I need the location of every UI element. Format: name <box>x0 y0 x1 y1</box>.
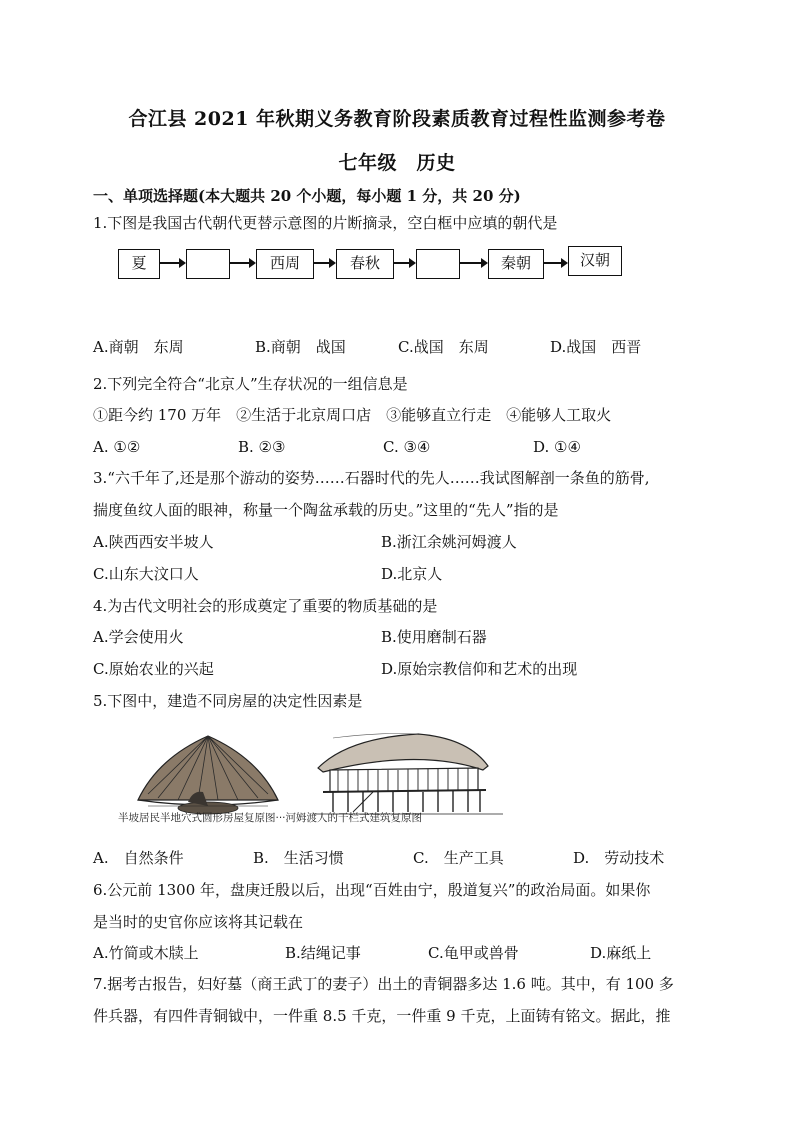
arrow-icon <box>230 262 254 264</box>
q6-line-2: 是当时的史官你应该将其记载在 <box>93 913 304 931</box>
q1-stem: 1.下图是我国古代朝代更替示意图的片断摘录，空白框中应填的朝代是 <box>93 214 558 232</box>
timeline-box-4: 春秋 <box>336 249 394 279</box>
timeline-box-1: 夏 <box>118 249 160 279</box>
q5-options <box>93 848 713 868</box>
q6-options <box>93 943 713 963</box>
q6-line-1: 6.公元前 1300 年，盘庚迁殷以后，出现“百姓由宁，殷道复兴”的政治局面。如果你 <box>93 881 651 899</box>
timeline-box-7: 汉朝 <box>568 246 622 276</box>
arrow-icon <box>460 262 486 264</box>
dynasty-timeline <box>118 249 638 283</box>
q4-option-b[interactable]: B.使用磨制石器 <box>381 628 487 646</box>
q5-option-d[interactable]: D. 劳动技术 <box>573 849 665 867</box>
q3-option-d[interactable]: D.北京人 <box>381 565 443 583</box>
q5-option-a[interactable]: A. 自然条件 <box>93 849 184 867</box>
q3-options-row1 <box>93 532 713 552</box>
q1-option-b[interactable]: B.商朝 战国 <box>255 338 346 356</box>
q7-line-2: 件兵器，有四件青铜钺中，一件重 8.5 千克，一件重 9 千克，上面铸有铭文。据此，推 <box>93 1007 671 1025</box>
stilt-house-illustration <box>313 734 503 815</box>
q2-option-a[interactable]: A. ①② <box>93 438 141 456</box>
q6-option-b[interactable]: B.结绳记事 <box>285 944 361 962</box>
q5-option-c[interactable]: C. 生产工具 <box>413 849 504 867</box>
q3-options-row2 <box>93 564 713 584</box>
q1-option-d[interactable]: D.战国 西晋 <box>550 338 642 356</box>
q3-option-b[interactable]: B.浙江余姚河姆渡人 <box>381 533 517 551</box>
q3-option-c[interactable]: C.山东大汶口人 <box>93 565 199 583</box>
arrow-icon <box>314 262 334 264</box>
arrow-icon <box>160 262 184 264</box>
q2-options <box>93 437 713 457</box>
q5-option-b[interactable]: B. 生活习惯 <box>253 849 344 867</box>
q2-option-d[interactable]: D. ①④ <box>533 438 581 456</box>
q1-option-a[interactable]: A.商朝 东周 <box>93 338 184 356</box>
q4-options-row1 <box>93 627 713 647</box>
q4-stem: 4.为古代文明社会的形成奠定了重要的物质基础的是 <box>93 597 438 615</box>
exam-subtitle: 七年级 历史 <box>338 152 456 174</box>
q2-info: ①距今约 170 万年 ②生活于北京周口店 ③能够直立行走 ④能够人工取火 <box>93 406 612 424</box>
timeline-box-2 <box>186 249 230 279</box>
q4-option-d[interactable]: D.原始宗教信仰和艺术的出现 <box>381 660 578 678</box>
q4-option-a[interactable]: A.学会使用火 <box>93 628 184 646</box>
q1-options <box>93 337 713 357</box>
exam-title: 合江县 2021 年秋期义务教育阶段素质教育过程性监测参考卷 <box>128 108 666 130</box>
arrow-icon <box>544 262 566 264</box>
timeline-box-6: 秦朝 <box>488 249 544 279</box>
q4-options-row2 <box>93 659 713 679</box>
round-hut-illustration <box>138 736 278 814</box>
q7-line-1: 7.据考古报告，妇好墓（商王武丁的妻子）出土的青铜器多达 1.6 吨。其中，有 100 多 <box>93 975 674 993</box>
q1-option-c[interactable]: C.战国 东周 <box>398 338 489 356</box>
q6-option-d[interactable]: D.麻纸上 <box>590 944 652 962</box>
q6-option-c[interactable]: C.龟甲或兽骨 <box>428 944 519 962</box>
section-heading: 一、单项选择题(本大题共 20 个小题，每小题 1 分，共 20 分) <box>93 187 521 205</box>
q6-option-a[interactable]: A.竹简或木牍上 <box>93 944 199 962</box>
q2-option-b[interactable]: B. ②③ <box>238 438 286 456</box>
q3-line-2: 揣度鱼纹人面的眼神，称量一个陶盆承载的历史。”这里的“先人”指的是 <box>93 501 559 519</box>
q2-stem: 2.下列完全符合“北京人”生存状况的一组信息是 <box>93 375 408 393</box>
timeline-box-5 <box>416 249 460 279</box>
q2-option-c[interactable]: C. ③④ <box>383 438 431 456</box>
figure-caption: 半坡居民半地穴式圆形房屋复原图···河姆渡人的干栏式建筑复原图 <box>118 812 423 824</box>
timeline-box-3: 西周 <box>256 249 314 279</box>
q4-option-c[interactable]: C.原始农业的兴起 <box>93 660 214 678</box>
q5-stem: 5.下图中，建造不同房屋的决定性因素是 <box>93 692 363 710</box>
q3-option-a[interactable]: A.陕西西安半坡人 <box>93 533 214 551</box>
q3-line-1: 3.“六千年了,还是那个游动的姿势……石器时代的先人……我试图解剖一条鱼的筋骨, <box>93 469 650 487</box>
arrow-icon <box>394 262 414 264</box>
